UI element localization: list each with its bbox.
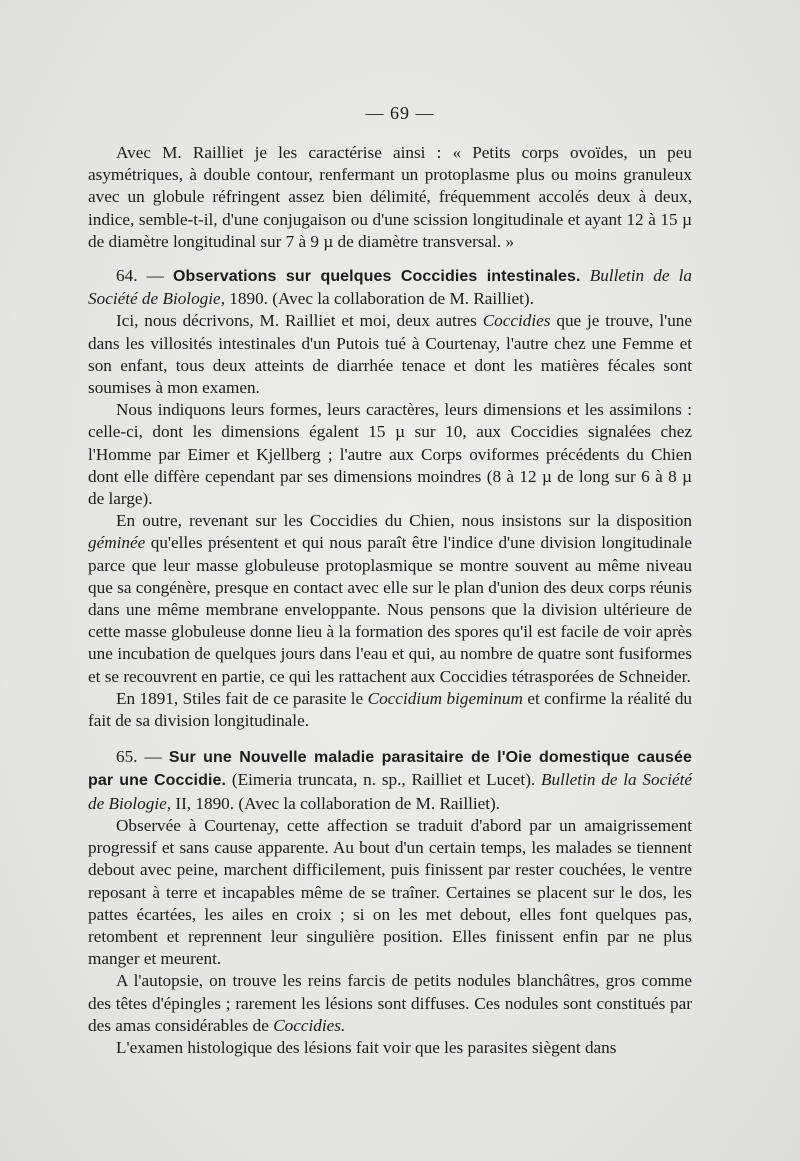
italic-run: Coccidium bigeminum	[367, 688, 523, 708]
text-run: Ici, nous décrivons, M. Railliet et moi, deux autres	[116, 311, 477, 331]
entry-64-paragraph-4	[88, 688, 692, 732]
entry-65-citation: , II, 1890. (Avec la collaboration de M. Railliet).	[166, 793, 501, 813]
text-run: A l'autopsie, on trouve les reins farcis de petits nodules blanchâtres, gros comme des têtes d'épingles ; rarement les lésions sont diffuses. Ces nodules sont constitués par des amas considérables de	[88, 971, 692, 1035]
italic-run: géminée	[88, 533, 146, 553]
entry-65-journal: Bulletin de la Société de Biologie	[88, 770, 693, 813]
entry-65-paragraph-2	[88, 970, 692, 1037]
entry-64-number: 64. —	[116, 266, 164, 286]
text-run: qu'elles présentent et qui nous paraît être l'indice d'une division longitudinale parce que leur masse globuleuse protoplasmique se montre souvent au même niveau que sa congénère, presque en contact avec elle sur le plan d'union des deux corps réunis dans une même membrane enveloppante. Nous pensons que la division ultérieure de cette masse globuleuse donne lieu à la formation des spores qu'il est facile de voir après une incubation de quelques jours dans l'eau et qui, au nombre de quatre sont fusiformes et se recouvrent en partie, ce qui les rattachent aux Coccidies tétrasporées de Schneider.	[88, 533, 692, 686]
entry-64-paragraph-3	[88, 510, 692, 688]
text-run: En outre, revenant sur les Coccidies du Chien, nous insistons sur la disposition	[116, 511, 692, 531]
text-run: En 1891, Stiles fait de ce parasite le	[116, 688, 364, 708]
entry-64-heading	[88, 265, 692, 310]
entry-65-title: Sur une Nouvelle maladie parasitaire de l'Oie domestique causée par une Coccidie.	[88, 749, 692, 790]
entry-64-paragraph-1	[88, 310, 692, 399]
entry-65-paragraph-1: Observée à Courtenay, cette affection se traduit d'abord par un amaigrissement progressif et sans cause apparente. Au bout d'un certain temps, les malades se tiennent debout avec peine, marchent difficilement, puis finissent par rester couchées, le ventre reposant à terre et incapables même de se traîner. Certaines se placent sur le dos, les pattes écartées, les ailes en croix ; si on les met debout, elles font quelques pas, retombent et reprennent leur singulière position. Elles finissent enfin par ne plus manger et meurent.	[88, 815, 692, 969]
page-number: — 69 —	[365, 103, 435, 123]
intro-paragraph: Avec M. Railliet je les caractérise ainsi : « Petits corps ovoïdes, un peu asymétriques, à double contour, renfermant un protoplasme plus ou moins granuleux avec un globule réfringent assez bien délimité, fréquemment accolés deux à deux, indice, semble-t-il, d'une conjugaison ou d'une scission longitudinale et ayant 12 à 15 µ de diamètre longitudinal sur 7 à 9 µ de diamètre transversal. »	[88, 143, 692, 251]
text-run: et confirme la réalité du fait de sa division longitudinale.	[88, 688, 693, 731]
entry-64-paragraph-2: Nous indiquons leurs formes, leurs caractères, leurs dimensions et les assimilons : celle-ci, dont les dimensions égalent 15 µ sur 10, aux Coccidies signalées chez l'Homme par Eimer et Kjellberg ; l'autre aux Corps oviformes précédents du Chien dont elle diffère cependant par ses dimensions moindres (8 à 12 µ de long sur 6 à 8 µ de large).	[88, 400, 692, 509]
entry-65-paragraph-3: L'examen histologique des lésions fait voir que les parasites siègent dans	[116, 1037, 617, 1057]
entry-64-title: Observations sur quelques Coccidies intestinales.	[172, 268, 581, 286]
italic-run: Coccidies.	[273, 1015, 346, 1035]
italic-run: Coccidies	[482, 311, 551, 331]
entry-65-heading	[88, 746, 692, 815]
text-run: que je trouve, l'une dans les villosités intestinales d'un Putois tué à Courtenay, l'autre chez une Femme et son enfant, tous deux atteints de diarrhée tenace et dont les matières fécales sont soumises à mon examen.	[88, 311, 693, 398]
entry-64-journal: Bulletin de la Société de Biologie	[88, 266, 693, 309]
entry-65-number: 65. —	[116, 747, 162, 767]
entry-64-citation: , 1890. (Avec la collaboration de M. Railliet).	[220, 289, 534, 309]
page-body	[88, 142, 692, 1059]
entry-65-species: (Eimeria truncata, n. sp., Railliet et Lucet).	[231, 770, 536, 790]
